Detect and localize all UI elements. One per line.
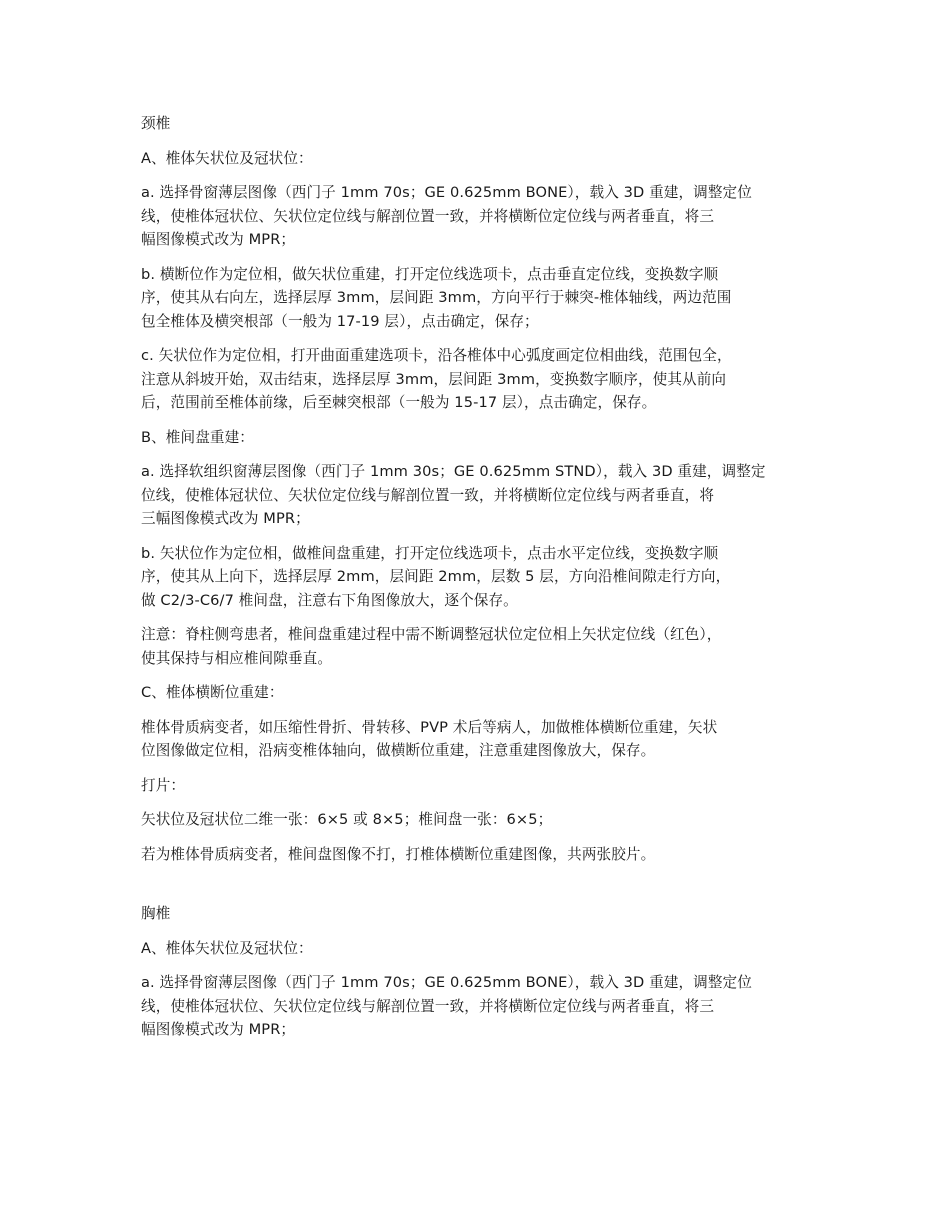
text-line: 椎体骨质病变者，如压缩性骨折、骨转移、PVP 术后等病人，加做椎体横断位重建，矢状 [141,718,718,736]
cervical-b-heading: B、椎间盘重建： [141,428,254,446]
text-line: 做 C2/3-C6/7 椎间盘，注意右下角图像放大，逐个保存。 [141,591,518,609]
cervical-a-item-a [141,181,831,252]
document-page [141,112,831,1042]
text-line: b. 横断位作为定位相，做矢状位重建，打开定位线选项卡，点击垂直定位线，变换数字顺 [141,265,719,283]
text-line: 幅图像模式改为 MPR； [141,1021,296,1038]
cervical-a-item-b [141,263,831,334]
cervical-c-text [141,716,831,763]
cervical-c-heading: C、椎体横断位重建： [141,684,284,701]
section-spacer [141,866,831,902]
text-line: 三幅图像模式改为 MPR； [141,510,310,527]
thoracic-a-item-a [141,971,831,1042]
text-line: b. 矢状位作为定位相，做椎间盘重建，打开定位线选项卡，点击水平定位线，变换数字顺 [141,544,719,562]
text-line: 序，使其从右向左，选择层厚 3mm，层间距 3mm，方向平行于棘突-椎体轴线，两边范围 [141,289,732,306]
text-line: a. 选择骨窗薄层图像（西门子 1mm 70s；GE 0.625mm BONE），载入 3D 重建，调整定位 [141,184,752,201]
cervical-b-item-b [141,542,831,613]
text-line: 序，使其从上向下，选择层厚 2mm，层间距 2mm，层数 5 层，方向沿椎间隙走行方向， [141,568,731,585]
text-line: 幅图像模式改为 MPR； [141,231,296,248]
text-line: 注意：脊柱侧弯患者，椎间盘重建过程中需不断调整冠状位定位相上矢状定位线（红色）， [141,626,722,643]
text-line: 位线，使椎体冠状位、矢状位定位线与解剖位置一致，并将横断位定位线与两者垂直，将 [141,486,715,504]
cervical-a-item-c [141,344,831,415]
text-line: 线，使椎体冠状位、矢状位定位线与解剖位置一致，并将横断位定位线与两者垂直，将三 [141,997,715,1015]
text-line: 位图像做定位相，沿病变椎体轴向，做横断位重建，注意重建图像放大，保存。 [141,742,656,759]
text-line: 后，范围前至椎体前缘，后至棘突根部（一般为 15-17 层），点击确定，保存。 [141,394,657,411]
print-line-2: 若为椎体骨质病变者，椎间盘图像不打，打椎体横断位重建图像，共两张胶片。 [141,845,656,863]
thoracic-a-heading: A、椎体矢状位及冠状位： [141,939,313,957]
cervical-title: 颈椎 [141,115,171,132]
thoracic-title: 胸椎 [141,905,171,922]
text-line: 注意从斜坡开始，双击结束，选择层厚 3mm，层间距 3mm，变换数字顺序，使其从前向 [141,370,727,388]
text-line: a. 选择软组织窗薄层图像（西门子 1mm 30s；GE 0.625mm STND），载入 3D 重建，调整定 [141,463,766,480]
text-line: 包全椎体及横突根部（一般为 17-19 层），点击确定，保存； [141,312,539,330]
cervical-note [141,623,831,670]
cervical-a-heading: A、椎体矢状位及冠状位： [141,149,313,167]
print-heading: 打片： [141,776,186,794]
print-line-1: 矢状位及冠状位二维一张：6×5 或 8×5；椎间盘一张：6×5； [141,811,553,828]
text-line: 使其保持与相应椎间隙垂直。 [141,649,333,667]
text-line: a. 选择骨窗薄层图像（西门子 1mm 70s；GE 0.625mm BONE），载入 3D 重建，调整定位 [141,974,752,991]
text-line: c. 矢状位作为定位相，打开曲面重建选项卡，沿各椎体中心弧度画定位相曲线，范围包全， [141,347,732,364]
cervical-b-item-a [141,460,831,531]
text-line: 线，使椎体冠状位、矢状位定位线与解剖位置一致，并将横断位定位线与两者垂直，将三 [141,207,715,225]
